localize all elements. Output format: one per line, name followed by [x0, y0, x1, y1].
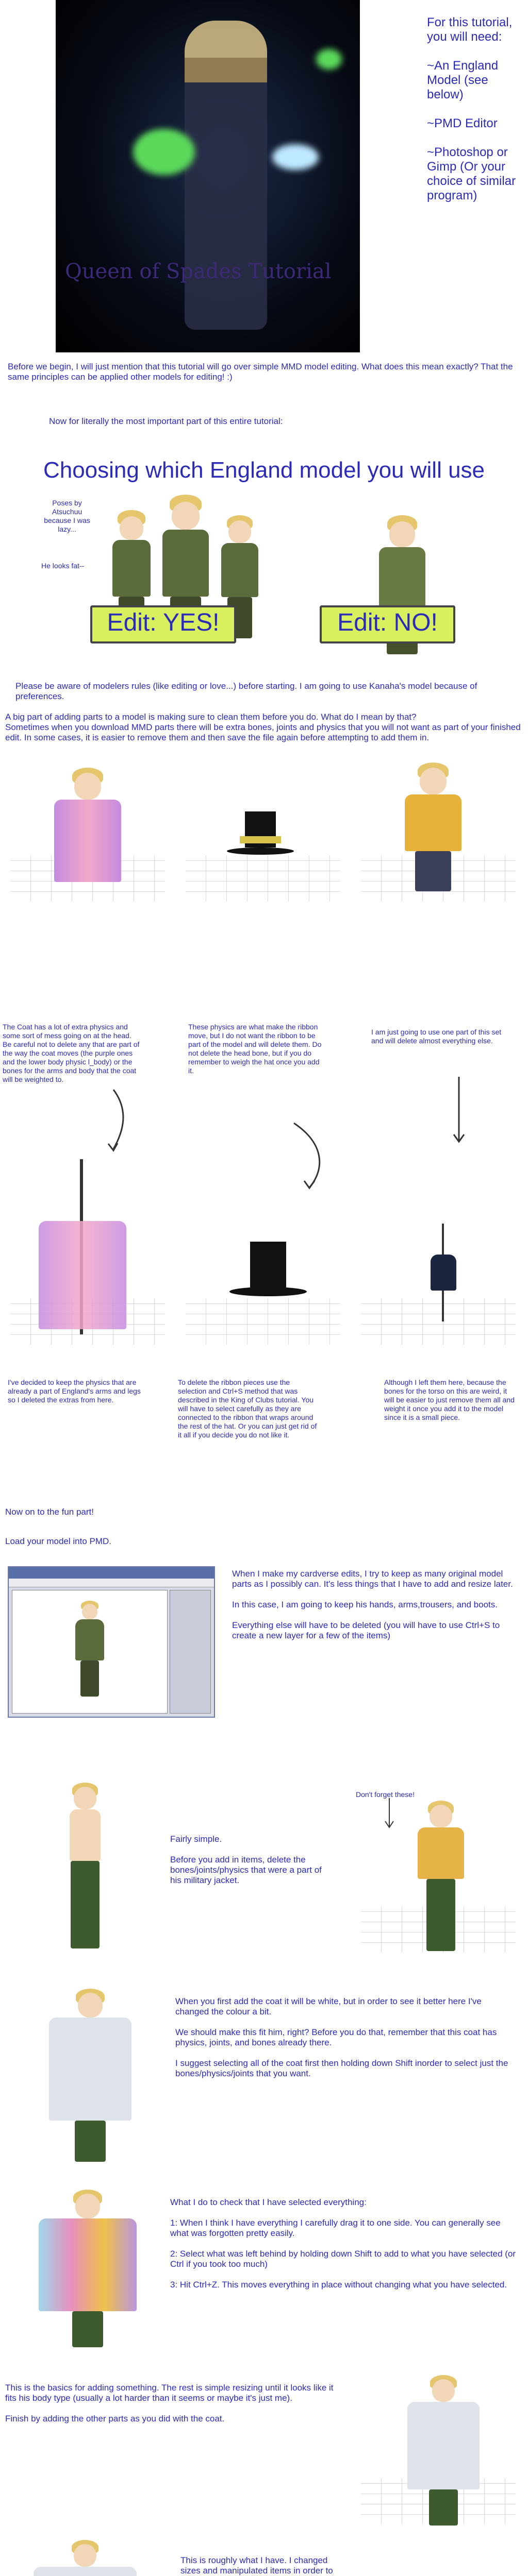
- hat-model: [227, 811, 294, 873]
- england-selection: [36, 2190, 139, 2349]
- cleaning-intro: A big part of adding parts to a model is making sure to clean them before you do. What do I mean by that? Sometimes when you download MMD parts there will be extra bones, joints and physics that you will not want as part of your finished edit. In some cases, it is easier to remove them and then save the file again before attempting to add them in.: [5, 712, 521, 742]
- fun-part: Now on to the fun part!: [5, 1507, 94, 1517]
- fairly-simple: Fairly simple. Before you add in items, delete the bones/joints/physics that were a part of his military jacket.: [170, 1834, 322, 1885]
- modelers-rules: Please be aware of modelers rules (like editing or love...) before starting. I am going to use Kanaha's model because of preferences.: [15, 681, 477, 701]
- vest-note: I am just going to use one part of this set and will delete almost everything else.: [371, 1028, 502, 1045]
- pmd-editor-window: [8, 1566, 215, 1718]
- coat-white-note: When you first add the coat it will be white, but in order to see it better here I've changed the colour a bit. We should make this fit him, right? Before you do that, remember that this coat has physics, joints, and bones already there. I suggest selecting all of the coat first then holding down Shift inorder to select just the bones/physics/joints that you want.: [175, 1996, 508, 2078]
- edit-yes-badge: Edit: YES!: [90, 605, 236, 643]
- coat-note: The Coat has a lot of extra physics and some sort of mess going on at the head. Be careful not to delete any that are part of the way the coat moves (the purple ones and the lower body physic l_body) or the bones for the arms and body that the coat will be weighted to.: [3, 1023, 140, 1083]
- england-stripped: [57, 1783, 113, 1953]
- roughly-note: This is roughly what I have. I changed sizes and manipulated items in order to: [180, 2555, 333, 2575]
- england-figure: [185, 21, 267, 330]
- vest-note-2: Although I left them here, because the bones for the torso on this are weird, it will be easier to just remove them all and weight it once you add it to the model since it is a small piece.: [384, 1378, 515, 1421]
- hat-note-2: To delete the ribbon pieces use the selection and Ctrl+S method that was described in the King of Clubs tutorial. You will have to select carefully as they are connected to the ribbon that wraps around the rest of the hat. Or you can just get rid of it all if you decide you do not like it.: [178, 1378, 317, 1439]
- england-coat-fitted: [405, 2375, 482, 2530]
- cardverse-note: When I make my cardverse edits, I try to keep as many original model parts as I possibly can. It's less things that I have to add and resize later. In this case, I am going to keep his hands, arms,trousers, and boots. Everything else will have to be deleted (you will have to use Ctrl+S to create a new layer for a few of the items): [232, 1569, 513, 1640]
- section-title: Choosing which England model you will use: [43, 457, 485, 483]
- header-image: [56, 0, 360, 352]
- england-white-coat: [46, 1989, 134, 2164]
- arrow-dont-forget: [379, 1798, 400, 1829]
- load-model: Load your model into PMD.: [5, 1536, 111, 1546]
- england-with-bones: [410, 1801, 472, 1955]
- england-rough-edit: [31, 2540, 139, 2576]
- hat-cleaned: [229, 1242, 307, 1319]
- selected-steps: What I do to check that I have selected everything: 1: When I think I have everything I carefully drag it to one side. You can generally see what was forgotten pretty easily. 2: Select what was left behind by holding down Shift to add to what you have selected (or Ctrl if you took too much) 3: Hit Ctrl+Z. This moves everything in place without changing what you have selected.: [170, 2197, 516, 2290]
- basics-note: This is the basics for adding something. The rest is simple resizing until it looks like it fits his body type (usually a lot harder than it seems or maybe it's just me). Finish by adding the other parts as you did with the coat.: [5, 2383, 334, 2424]
- intro-text: Before we begin, I will just mention that this tutorial will go over simple MMD model editing. What does this mean exactly? That the same principles can be applied other models for editing! :): [8, 362, 513, 382]
- edit-no-badge: Edit: NO!: [320, 605, 455, 643]
- hat-note: These physics are what make the ribbon move, but I do not want the ribbon to be part of the model and will delete them. Do not delete the head bone, but if you do remember to weigh the hat once you add it.: [188, 1023, 322, 1075]
- glow-creature: [133, 129, 195, 175]
- arrow-vest: [443, 1077, 474, 1144]
- dont-forget-note: Don't forget these!: [356, 1790, 415, 1799]
- model-viewport: [12, 1590, 168, 1714]
- coat-model: [52, 768, 124, 891]
- vest-cleaned: [425, 1224, 461, 1327]
- title-bar: [9, 1567, 214, 1579]
- requirements-text: For this tutorial, you will need: ~An England Model (see below) ~PMD Editor ~Photoshop or Gimp (Or your choice of similar program): [427, 15, 516, 202]
- glow-sparkle: [272, 144, 319, 170]
- coat-note-2: I've decided to keep the physics that are already a part of England's arms and legs so I deleted the extras from here.: [8, 1378, 141, 1404]
- header-caption: Queen of Spades Tutorial: [65, 260, 332, 283]
- glow-creature-small: [316, 49, 342, 70]
- menu-bar: [9, 1579, 214, 1587]
- fat-note: He looks fat--: [41, 562, 85, 570]
- poses-note: Poses by Atsuchuu because I was lazy...: [44, 499, 90, 533]
- important-line: Now for literally the most important part of this entire tutorial:: [49, 416, 283, 426]
- coat-cleaned: [31, 1159, 134, 1340]
- side-panel: [170, 1590, 211, 1714]
- arrow-hat: [289, 1123, 330, 1190]
- vest-set-model: [397, 762, 469, 891]
- arrow-coat: [93, 1090, 134, 1151]
